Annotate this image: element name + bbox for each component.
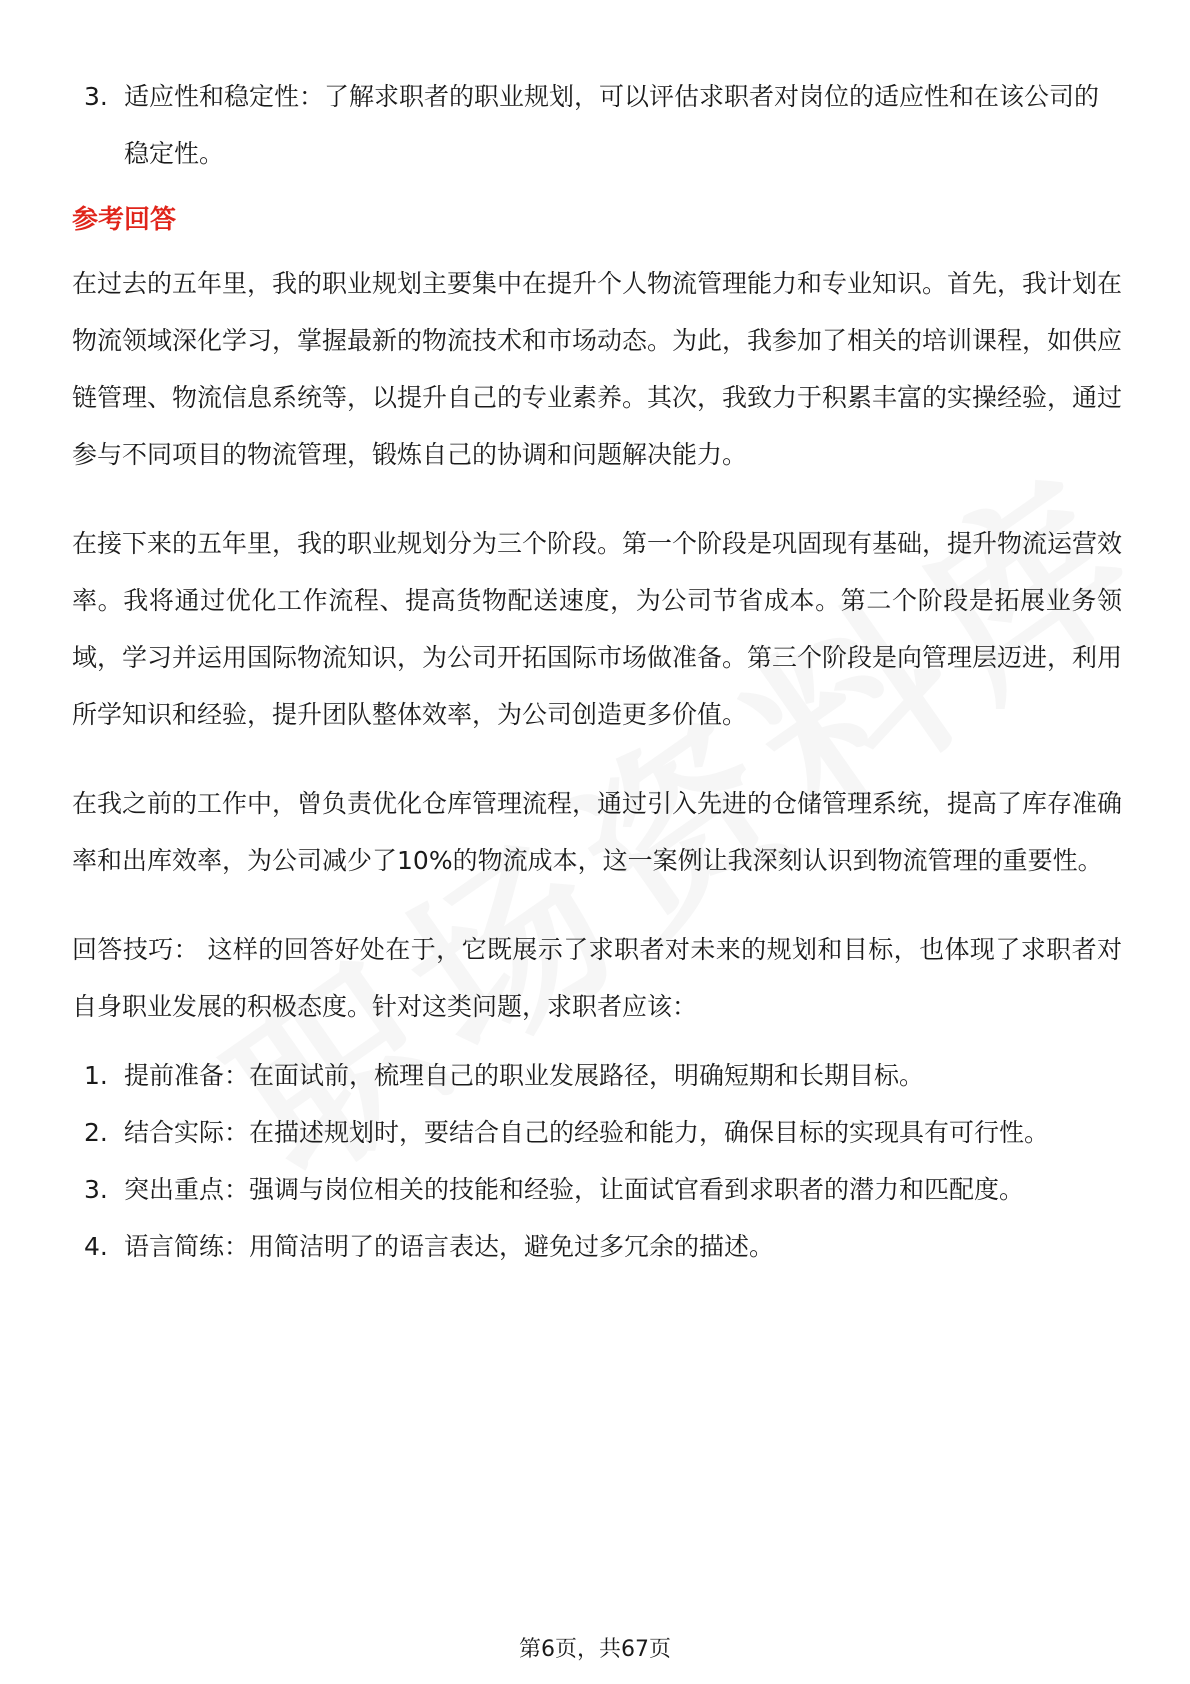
paragraph-next-five-years: 在接下来的五年里，我的职业规划分为三个阶段。第一个阶段是巩固现有基础，提升物流运营效率。我将通过优化工作流程、提高货物配送速度，为公司节省成本。第二个阶段是拓展业务领域，学习并运用国际物流知识，为公司开拓国际市场做准备。第三个阶段是向管理层迈进，利用所学知识和经验，提升团队整体效率，为公司创造更多价值。 [72, 529, 1123, 729]
list-item [72, 1161, 1122, 1218]
list-item-number: 3. [84, 82, 108, 111]
list-item-number: 1. [84, 1061, 108, 1090]
page-footer: 第6页，共67页 [519, 1637, 671, 1662]
paragraph-answer-tips: 回答技巧： 这样的回答好处在于，它既展示了求职者对未来的规划和目标，也体现了求职者对自身职业发展的积极态度。针对这类问题，求职者应该： [72, 935, 1122, 1021]
tips-numbered-list [72, 1047, 1122, 1275]
page-content [72, 68, 1122, 1275]
list-item-text: 语言简练：用简洁明了的语言表达，避免过多冗余的描述。 [124, 1232, 775, 1261]
list-item-number: 3. [84, 1175, 108, 1204]
list-item-text: 适应性和稳定性：了解求职者的职业规划，可以评估求职者对岗位的适应性和在该公司的稳定性。 [124, 82, 1100, 168]
list-item-text: 结合实际：在描述规划时，要结合自己的经验和能力，确保目标的实现具有可行性。 [124, 1118, 1050, 1147]
list-item [72, 1047, 1122, 1104]
list-item [72, 68, 1122, 182]
list-item [72, 1218, 1122, 1275]
top-numbered-list [72, 68, 1122, 182]
paragraph-past-five-years: 在过去的五年里，我的职业规划主要集中在提升个人物流管理能力和专业知识。首先，我计划在物流领域深化学习，掌握最新的物流技术和市场动态。为此，我参加了相关的培训课程，如供应链管理、物流信息系统等，以提升自己的专业素养。其次，我致力于积累丰富的实操经验，通过参与不同项目的物流管理，锻炼自己的协调和问题解决能力。 [72, 269, 1123, 469]
list-item-number: 2. [84, 1118, 108, 1147]
paragraph-previous-work: 在我之前的工作中，曾负责优化仓库管理流程，通过引入先进的仓储管理系统，提高了库存准确率和出库效率，为公司减少了10%的物流成本，这一案例让我深刻认识到物流管理的重要性。 [72, 789, 1123, 875]
list-item-text: 突出重点：强调与岗位相关的技能和经验，让面试官看到求职者的潜力和匹配度。 [124, 1175, 1025, 1204]
list-item [72, 1104, 1122, 1161]
section-title: 参考回答 [72, 205, 177, 235]
list-item-text: 提前准备：在面试前，梳理自己的职业发展路径，明确短期和长期目标。 [124, 1061, 925, 1090]
list-item-number: 4. [84, 1232, 108, 1261]
